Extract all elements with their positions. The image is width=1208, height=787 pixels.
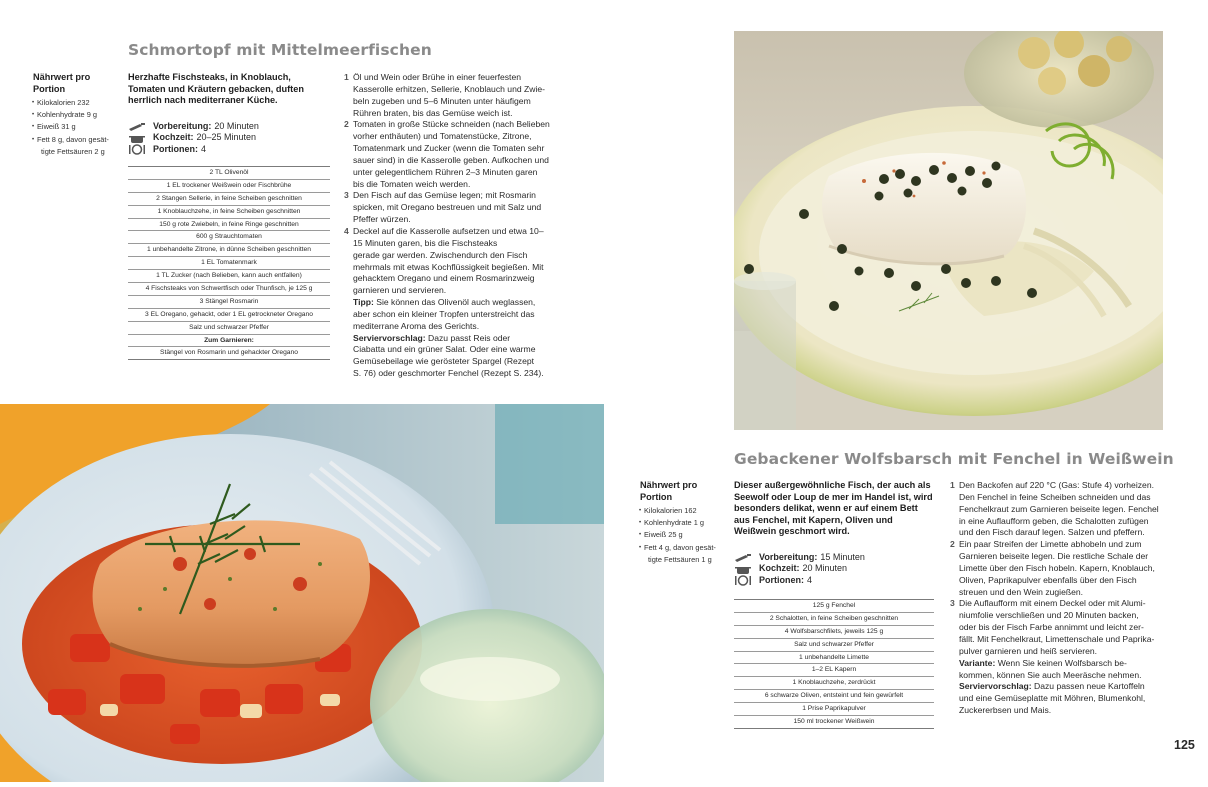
ingredient-row: 4 Fischsteaks von Schwertfisch oder Thunfisch, je 125 g (128, 283, 330, 296)
page-number: 125 (1174, 738, 1195, 752)
ingredient-row: 4 Wolfsbarschfilets, jeweils 125 g (734, 626, 934, 639)
cook-time-row: Kochzeit: 20 Minuten (734, 563, 934, 574)
variant-note: Variante: Wenn Sie keinen Wolfsbarsch be- kommen, können Sie auch Meeräsche nehmen. (959, 657, 1142, 680)
nutrition-item: • Kohlenhydrate 1 g (640, 517, 730, 529)
ingredient-row: 1 Knoblauchzehe, in feine Scheiben geschnitten (128, 206, 330, 219)
step-3: 3 Den Fisch auf das Gemüse legen; mit Rosmarin spicken, mit Oregano bestreuen und mit Salz und Pfeffer würzen. (344, 190, 542, 225)
ingredient-row: 3 Stängel Rosmarin (128, 296, 330, 309)
ingredient-row: Salz und schwarzer Pfeffer (128, 322, 330, 335)
ingredient-row: 1 EL trockener Weißwein oder Fischbrühe (128, 180, 330, 193)
recipe1-title: Schmortopf mit Mittelmeerfischen (128, 41, 432, 59)
garnish-heading-row: Zum Garnieren: (128, 335, 330, 348)
ingredient-row: 600 g Strauchtomaten (128, 231, 330, 244)
nutrition-heading: Nährwert pro Portion (640, 480, 698, 502)
tip-note: Tipp: Sie können das Olivenöl auch weglassen, aber schon ein kleiner Tropfen unterstreicht das mediterrane Aroma des Gerichts. (353, 297, 536, 331)
serving-suggestion: Serviervorschlag: Dazu passt Reis oder Ciabatta und ein grüner Salat. Oder eine warme Gemüsebeilage wie gerösteter Spargel (Rezept S. 76) oder geschmorter Fenchel (Rezept S. 234). (353, 332, 544, 379)
recipe2-instructions (950, 480, 1200, 717)
ingredient-row: 2 Schalotten, in feine Scheiben geschnitten (734, 613, 934, 626)
photo-fish-stew-dish (0, 404, 604, 782)
ingredient-row: 150 g rote Zwiebeln, in feine Ringe geschnitten (128, 219, 330, 232)
nutrition-item: • Kilokalorien 162 (640, 505, 730, 517)
recipe1-nutrition (33, 72, 123, 158)
photo-sea-bass-dish (734, 31, 1163, 430)
serving-suggestion: Serviervorschlag: Dazu passen neue Kartoffeln und eine Gemüseplatte mit Möhren, Blumenkohl, Zuckererbsen und Mais. (959, 681, 1146, 716)
chopping-knife-icon (128, 121, 146, 132)
step-4: 4 Deckel auf die Kasserolle aufsetzen und etwa 10– 15 Minuten garen, bis die Fischsteaks gerade gar werden. Zwischendurch den Fisch mehrmals mit etwas Kochflüssigkeit begießen. Mit gehacktem Oregano und einem Rosmarinzweig garnieren und servieren. (344, 225, 544, 296)
fish-stew-photo-svg (0, 404, 604, 782)
servings-row: Portionen: 4 (734, 575, 934, 586)
ingredient-row: 6 schwarze Oliven, entsteint und fein gewürfelt (734, 690, 934, 703)
nutrition-item: • Fett 8 g, davon gesät- tigte Fettsäuren 2 g (33, 134, 123, 158)
ingredient-row: 125 g Fenchel (734, 600, 934, 613)
sea-bass-photo-svg (734, 31, 1163, 430)
ingredient-row: 1 unbehandelte Zitrone, in dünne Scheiben geschnitten (128, 244, 330, 257)
recipe1-intro: Herzhafte Fischsteaks, in Knoblauch, Tomaten und Kräutern gebacken, duften herrlich nach mediterraner Küche. (128, 72, 304, 106)
cooking-pot-icon (128, 133, 146, 144)
nutrition-item: • Kilokalorien 232 (33, 97, 123, 109)
ingredient-row: 2 TL Olivenöl (128, 167, 330, 180)
recipe2-title: Gebackener Wolfsbarsch mit Fenchel in Weißwein (734, 450, 1174, 468)
step-2: 2 Ein paar Streifen der Limette abhobeln und zum Garnieren beiseite legen. Die restliche Schale der Limette über den Fisch hobeln. Kapern, Knoblauch, Oliven, Paprikapulver ebenfalls über den Fisch streuen und den Wein zugießen. (950, 539, 1155, 597)
recipe1-meta (128, 121, 328, 155)
ingredient-row: 3 EL Oregano, gehackt, oder 1 EL getrockneter Oregano (128, 309, 330, 322)
nutrition-item: • Kohlenhydrate 9 g (33, 109, 123, 121)
ingredient-row: 1 Prise Paprikapulver (734, 703, 934, 716)
recipe1-ingredients-table (128, 166, 330, 360)
nutrition-item: • Fett 4 g, davon gesät- tigte Fettsäuren 1 g (640, 542, 730, 566)
nutrition-item: • Eiweiß 25 g (640, 529, 730, 541)
cooking-pot-icon (734, 564, 752, 575)
plate-cutlery-icon (734, 575, 752, 586)
ingredient-row: 1–2 EL Kapern (734, 664, 934, 677)
ingredient-row: 1 EL Tomatenmark (128, 257, 330, 270)
recipe2-intro: Dieser außergewöhnliche Fisch, der auch als Seewolf oder Loup de mer im Handel ist, wird besonders delikat, wenn er auf einem Bett aus Fenchel, mit Kapern, Oliven und Weißwein geschmort wird. (734, 480, 933, 537)
nutrition-heading: Nährwert pro Portion (33, 72, 91, 94)
recipe2-nutrition (640, 480, 730, 566)
cook-time-row: Kochzeit: 20–25 Minuten (128, 132, 328, 143)
step-1: 1 Den Backofen auf 220 °C (Gas: Stufe 4) vorheizen. Den Fenchel in feine Scheiben schneiden und das Fenchelkraut zum Garnieren beiseite legen. Fenchel in eine Auflaufform geben, die Schalotten zufügen und den Fisch darauf legen. Salzen und pfeffern. (950, 480, 1159, 538)
prep-time-row: Vorbereitung: 15 Minuten (734, 552, 934, 563)
step-3: 3 Die Auflaufform mit einem Deckel oder mit Alumi- niumfolie verschließen und 20 Minuten backen, oder bis der Fisch Farbe annimmt und leicht zer- fällt. Mit Fenchelkraut, Limettenschale und Paprika- pulver garnieren und heiß servieren. (950, 598, 1155, 656)
recipe1-instructions (344, 72, 594, 380)
chopping-knife-icon (734, 552, 752, 563)
ingredient-row: 2 Stangen Sellerie, in feine Scheiben geschnitten (128, 193, 330, 206)
prep-time-row: Vorbereitung: 20 Minuten (128, 121, 328, 132)
ingredient-row: 1 unbehandelte Limette (734, 652, 934, 665)
ingredient-row: 1 TL Zucker (nach Belieben, kann auch entfallen) (128, 270, 330, 283)
step-2: 2 Tomaten in große Stücke schneiden (nach Belieben vorher enthäuten) und Tomatenstücke, Zitrone, Tomatenmark und Zucker (wenn die Tomaten sehr sauer sind) in die Kasserolle geben. Aufkochen und unter gelegentlichem Rühren 2–3 Minuten garen bis die Tomaten weich werden. (344, 119, 550, 189)
servings-row: Portionen: 4 (128, 144, 328, 155)
plate-cutlery-icon (128, 144, 146, 155)
ingredient-row: 1 Knoblauchzehe, zerdrückt (734, 677, 934, 690)
ingredient-row: Salz und schwarzer Pfeffer (734, 639, 934, 652)
nutrition-item: • Eiweiß 31 g (33, 121, 123, 133)
ingredient-row: Stängel von Rosmarin und gehackter Oregano (160, 349, 298, 357)
ingredient-row: 150 ml trockener Weißwein (793, 718, 875, 726)
step-1: 1 Öl und Wein oder Brühe in einer feuerfesten Kasserolle erhitzen, Sellerie, Knoblauch und Zwie- beln zugeben und 5–6 Minuten unter häufigem Rühren braten, bis das Gemüse weich ist. (344, 72, 546, 118)
recipe2-meta (734, 552, 934, 586)
recipe2-ingredients-table (734, 599, 934, 729)
